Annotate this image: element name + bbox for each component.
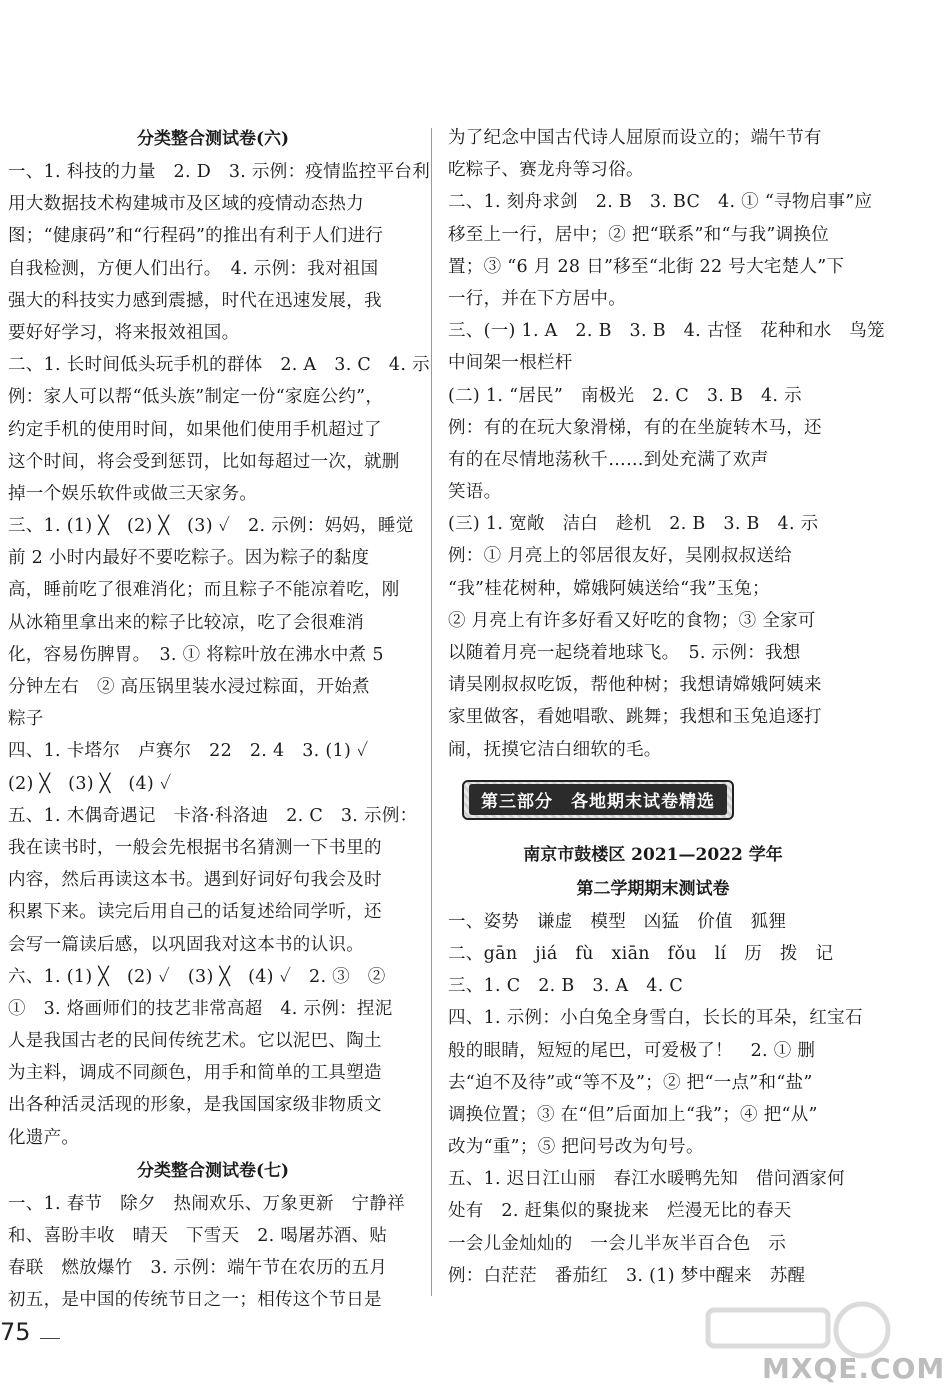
answer-line: ① 3. 烙画师们的技艺非常高超 4. 示例：捏泥 bbox=[8, 998, 393, 1019]
answer-line: 人是我国古老的民间传统艺术。它以泥巴、陶土 bbox=[8, 1031, 382, 1052]
answer-line: 为主料，调成不同颜色，用手和简单的工具塑造 bbox=[8, 1063, 382, 1084]
answer-line: 以随着月亮一起绕着地球飞。 5. 示例：我想 bbox=[448, 643, 801, 663]
answer-line: 化遗产。 bbox=[8, 1127, 80, 1148]
answer-line: 出各种活灵活现的形象，是我国国家级非物质文 bbox=[8, 1095, 382, 1116]
answer-line: 中间架一根栏杆 bbox=[448, 353, 573, 374]
part-banner-label: 第三部分 各地期末试卷精选 bbox=[469, 784, 727, 815]
answer-line: 化，容易伤脾胃。 3. ① 将粽叶放在沸水中煮 5 bbox=[8, 644, 384, 665]
answer-line: 一、1. 春节 除夕 热闹欢乐、万象更新 宁静祥 bbox=[8, 1193, 405, 1214]
answer-line: 图；“健康码”和“行程码”的推出有利于人们进行 bbox=[8, 226, 384, 247]
answer-line: 请吴刚叔叔吃饭，帮他种树；我想请嫦娥阿姨来 bbox=[448, 675, 822, 696]
answer-line: 内容，然后再读这本书。遇到好词好句我会及时 bbox=[8, 870, 382, 891]
answer-line: 六、1. (1) ╳ (2) ✓ (3) ╳ (4) ✓ 2. ③ ② bbox=[8, 966, 386, 987]
answer-line: 三、1. C 2. B 3. A 4. C bbox=[448, 976, 684, 997]
answer-line: 强大的科技实力感到震撼，时代在迅速发展，我 bbox=[8, 290, 382, 311]
answer-line: 这个时间，将会受到惩罚，比如每超过一次，就删 bbox=[8, 451, 400, 472]
answer-line: 从冰箱里拿出来的粽子比较凉，吃了会很难消 bbox=[8, 612, 364, 633]
section-heading: 分类整合测试卷(六) bbox=[136, 129, 290, 149]
answer-line: 调换位置；③ 在“但”后面加上“我”；④ 把“从” bbox=[448, 1104, 818, 1125]
answer-line: 高，睡前吃了很难消化；而且粽子不能凉着吃，刚 bbox=[8, 580, 400, 601]
answer-line: 我在读书时，一般会先根据书名猜测一下书里的 bbox=[8, 837, 382, 858]
answer-line: (二) 1. “居民” 南极光 2. C 3. B 4. 示 bbox=[448, 385, 802, 406]
answer-line: 例：① 月亮上的邻居很友好，吴刚叔叔送给 bbox=[448, 546, 793, 567]
column-divider bbox=[431, 128, 432, 1296]
answer-line: ② 月亮上有许多好看又好吃的食物；③ 全家可 bbox=[448, 610, 816, 631]
answer-line: 分钟左右 ② 高压锅里装水浸过粽面，开始煮 bbox=[8, 677, 370, 697]
answer-line: 五、1. 木偶奇遇记 卡洛·科洛迪 2. C 3. 示例： bbox=[8, 805, 418, 826]
answer-line: 一、1. 科技的力量 2. D 3. 示例：疫情监控平台利 bbox=[8, 162, 431, 182]
answer-line: 前 2 小时内最好不要吃粽子。因为粽子的黏度 bbox=[8, 548, 370, 569]
answer-line: 四、1. 卡塔尔 卢赛尔 22 2. 4 3. (1) ✓ bbox=[8, 741, 369, 762]
answer-line: 处有 2. 赶集似的聚拢来 烂漫无比的春天 bbox=[448, 1201, 792, 1222]
answer-line: 一、姿势 谦虚 模型 凶猛 价值 狐狸 bbox=[448, 911, 787, 932]
answer-line: 五、1. 迟日江山丽 春江水暖鸭先知 借问酒家何 bbox=[448, 1169, 845, 1190]
answer-line: 例：白茫茫 番茄红 3. (1) 梦中醒来 苏醒 bbox=[448, 1265, 806, 1286]
answer-line: 二、1. 刻舟求剑 2. B 3. BC 4. ① “寻物启事”应 bbox=[448, 192, 873, 213]
left-column bbox=[8, 122, 431, 1317]
answer-line: 三、(一) 1. A 2. B 3. B 4. 古怪 花种和水 鸟笼 bbox=[448, 321, 885, 342]
answer-line: 为了纪念中国古代诗人屈原而设立的；端午节有 bbox=[448, 128, 822, 148]
answer-line: 和、喜盼丰收 晴天 下雪天 2. 喝屠苏酒、贴 bbox=[8, 1226, 388, 1246]
answer-line: 例：家人可以帮“低头族”制定一份“家庭公约”， bbox=[8, 387, 384, 408]
answer-line: 家里做客，看她唱歌、跳舞；我想和玉兔追逐打 bbox=[448, 707, 822, 728]
answer-line: 会写一篇读后感，以巩固我对这本书的认识。 bbox=[8, 934, 364, 955]
answer-line: 掉一个娱乐软件或做三天家务。 bbox=[8, 483, 258, 504]
answer-line: 吃粽子、赛龙舟等习俗。 bbox=[448, 160, 644, 181]
answer-line: 约定手机的使用时间，如果他们使用手机超过了 bbox=[8, 419, 382, 440]
section-heading: 分类整合测试卷(七) bbox=[136, 1160, 290, 1181]
answer-line: 二、gān jiá fù xiān fǒu lí 历 拨 记 bbox=[448, 943, 834, 964]
answer-line: 移至上一行，居中；② 把“联系”和“与我”调换位 bbox=[448, 224, 830, 245]
answer-line: 三、1. (1) ╳ (2) ╳ (3) ✓ 2. 示例：妈妈，睡觉 bbox=[8, 516, 414, 537]
section-heading: 南京市鼓楼区 2021—2022 学年 bbox=[523, 844, 783, 865]
answer-line: 置；③ “6 月 28 日”移至“北街 22 号大宅楚人”下 bbox=[448, 256, 845, 277]
answer-line: 要好好学习，将来报效祖国。 bbox=[8, 322, 240, 343]
answer-line: 闹，抚摸它洁白细软的毛。 bbox=[448, 739, 662, 760]
answer-line: 积累下来。读完后用自己的话复述给同学听，还 bbox=[8, 902, 382, 923]
answer-line: 粽子 bbox=[8, 709, 44, 730]
answer-line: 用大数据技术构建城市及区域的疫情动态热力 bbox=[8, 194, 364, 215]
answer-line: 去“迫不及待”或“等不及”；② 把“一点”和“盐” bbox=[448, 1072, 813, 1093]
answer-line: 例：有的在玩大象滑梯，有的在坐旋转木马，还 bbox=[448, 417, 822, 438]
answer-line: 春联 燃放爆竹 3. 示例：端午节在农历的五月 bbox=[8, 1258, 388, 1279]
answer-line: 一行，并在下方居中。 bbox=[448, 288, 626, 309]
answer-line: 般的眼睛，短短的尾巴，可爱极了！ 2. ① 删 bbox=[448, 1040, 816, 1061]
page-number: 75 bbox=[0, 1318, 31, 1346]
answer-line: 有的在尽情地荡秋千……到处充满了欢声 bbox=[448, 449, 769, 470]
answer-line: 二、1. 长时间低头玩手机的群体 2. A 3. C 4. 示 bbox=[8, 355, 430, 376]
section-heading: 第二学期期末测试卷 bbox=[576, 878, 730, 899]
page-number-rule bbox=[40, 1338, 60, 1339]
answer-line: 自我检测，方便人们出行。 4. 示例：我对祖国 bbox=[8, 258, 379, 279]
answer-line: “我”桂花树种，嫦娥阿姨送给“我”玉兔； bbox=[448, 578, 770, 599]
answer-line: 一会儿金灿灿的 一会儿半灰半百合色 示 bbox=[448, 1233, 787, 1254]
answer-line: (2) ╳ (3) ╳ (4) ✓ bbox=[8, 773, 172, 794]
answer-line: (三) 1. 宽敞 洁白 趁机 2. B 3. B 4. 示 bbox=[448, 514, 819, 535]
part-banner bbox=[462, 780, 734, 820]
right-column bbox=[448, 122, 885, 1292]
answer-line: 初五，是中国的传统节日之一；相传这个节日是 bbox=[8, 1290, 382, 1311]
answer-line: 改为“重”；⑤ 把问号改为句号。 bbox=[448, 1137, 704, 1158]
answer-line: 四、1. 示例：小白兔全身雪白，长长的耳朵，红宝石 bbox=[448, 1008, 863, 1029]
answer-line: 笑语。 bbox=[448, 482, 502, 503]
watermark-text: MXQE.COM bbox=[762, 1352, 945, 1385]
